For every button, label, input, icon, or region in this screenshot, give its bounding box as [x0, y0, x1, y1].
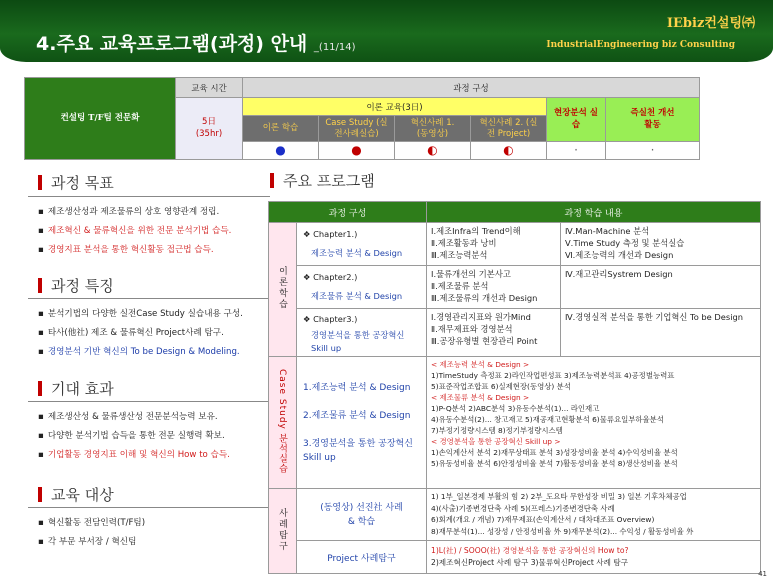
chapter-3: ❖ Chapter3.) 경영분석을 통한 공장혁신 Skill up: [297, 309, 427, 357]
program-heading: 주요 프로그램: [270, 170, 375, 191]
group-case-study: Case Study 분석실습: [269, 357, 297, 489]
feature-heading: 과정 특징: [38, 275, 114, 296]
group-explore: 사례탐구: [269, 489, 297, 574]
module-field-analysis: 현장분석 실습: [547, 98, 606, 142]
effect-list: [38, 408, 230, 465]
mark-field-analysis: ·: [547, 142, 606, 160]
list-item: ▪ 제조혁신 & 물류혁신을 위한 전문 분석기법 습득.: [38, 222, 231, 241]
module-improvement: 즉실천 개선활동: [606, 98, 700, 142]
module-theory: 이론 학습: [243, 116, 319, 142]
list-item: ▪ 타사(他社) 제조 & 물류혁신 Project사례 탐구.: [38, 324, 243, 343]
chapter-2-content-right: Ⅳ.재고관리Systrem Design: [561, 266, 761, 309]
page-number: 41: [758, 570, 767, 578]
mark-case-study: ●: [319, 142, 395, 160]
module-innovation-1: 혁신사례 1. (동영상): [395, 116, 471, 142]
explore-project: Project 사례탐구: [297, 541, 427, 574]
divider: [28, 401, 270, 402]
list-item: ▪ 경영지표 분석을 통한 혁신활동 접근법 습득.: [38, 241, 231, 260]
brand-logo: IEbiz컨설팅㈜: [666, 16, 755, 31]
col-time-header: 교육 시간: [176, 78, 243, 98]
chapter-1: ❖ Chapter1.) 제조능력 분석 & Design: [297, 223, 427, 266]
col-structure-header: 과정 구성: [243, 78, 700, 98]
chapter-2-content-left: Ⅰ.물류개선의 기본사고 Ⅱ.제조물류 분석 Ⅲ.제조물류의 개선과 Design: [427, 266, 561, 309]
group-theory: 이론학습: [269, 223, 297, 357]
mark-innovation-2: ◐: [471, 142, 547, 160]
target-heading: 교육 대상: [38, 484, 114, 505]
mark-innovation-1: ◐: [395, 142, 471, 160]
chapter-3-content-right: Ⅳ.경영실적 분석을 통한 기업혁신 To be Design: [561, 309, 761, 357]
duration-cell: 5日 (35hr): [176, 98, 243, 160]
feature-list: [38, 305, 243, 362]
team-name-cell: 컨설팅 T/F팀 전문화: [25, 78, 176, 160]
case-study-items: 1.제조능력 분석 & Design 2.제조물류 분석 & Design 3.경영분석을 통한 공장혁신 Skill up: [297, 357, 427, 489]
divider: [28, 507, 270, 508]
chapter-1-content-left: Ⅰ.제조Infra의 Trend이해 Ⅱ.제조활동과 낭비 Ⅲ.제조능력분석: [427, 223, 561, 266]
brand-tagline: IndustrialEngineering biz Consulting: [546, 40, 735, 50]
explore-video-content: 1) 1부_일본경제 부활의 힘 2) 2부_도요타 무한성장 비밀 3) 일본 기후차체공업 4)(사출)기종변경단축 사례 5)(프레스)기종변경단축 사례 6)회계(개요 / 개념) 7)재무제표(손익계산서 / 대차대조표 Overview) 8)재무분석(1)... 성장성 / 안정성비율 外 9)재무분석(2)... 수익성 / 활동성비율 外: [427, 489, 761, 541]
list-item: ▪ 제조생산성 & 물류생산성 전문분석능력 보유.: [38, 408, 230, 427]
theory-label: 이론 교육(3日): [243, 98, 547, 116]
goal-heading: 과정 목표: [38, 172, 114, 193]
divider: [28, 298, 270, 299]
mark-improvement: ·: [606, 142, 700, 160]
mark-theory: ●: [243, 142, 319, 160]
page-subtitle: _(11/14): [313, 42, 356, 53]
list-item: ▪ 혁신활동 전담인력(T/F팀): [38, 514, 145, 533]
effect-heading: 기대 효과: [38, 378, 114, 399]
divider: [28, 196, 270, 197]
list-item: ▪ 분석기법의 다양한 실전Case Study 실습내용 구성.: [38, 305, 243, 324]
overview-table: [24, 77, 700, 160]
header-banner: [0, 0, 773, 62]
explore-project-content: 1)L(社) / SOOO(社) 경영분석을 통한 공장혁신의 How to? 2)제조혁신Project 사례 탐구 3)물류혁신Project 사례 탐구: [427, 541, 761, 574]
explore-video: (동영상) 선진社 사례 & 학습: [297, 489, 427, 541]
page-title: 4.주요 교육프로그램(과정) 안내 _(11/14): [36, 33, 356, 55]
list-item: ▪ 경영분석 기반 혁신의 To be Design & Modeling.: [38, 343, 243, 362]
goal-list: [38, 203, 231, 260]
chapter-2: ❖ Chapter2.) 제조물류 분석 & Design: [297, 266, 427, 309]
program-table: [268, 201, 761, 574]
chapter-1-content-right: Ⅳ.Man-Machine 분석 Ⅴ.Time Study 측정 및 분석실습 Ⅵ.제조능력의 개선과 Design: [561, 223, 761, 266]
col-content-header: 과정 학습 내용: [427, 202, 761, 223]
target-list: [38, 514, 145, 552]
list-item: ▪ 각 부문 부서장 / 혁신팀: [38, 533, 145, 552]
chapter-3-content-left: Ⅰ.경영관리지표와 원가Mind Ⅱ.재무제표와 경영분석 Ⅲ.공장유형별 현장관리 Point: [427, 309, 561, 357]
case-study-content: < 제조능력 분석 & Design > 1)TimeStudy 측정표 2)라인작업편성표 3)제조능력분석표 4)공정별능력표 5)표준작업조합표 6)실제현장(동영상) 분석 < 제조물류 분석 & Design > 1)P-Q분석 2)ABC분석 3)유동수분석(1)... 라인재고 4)유동수분석(2)... 창고재고 5)재공재고현황분석 6)물류요일부하율분석 7)부정기정량시스템 8)정기부정량시스템 < 경영분석을 통한 공장혁신 Skill up > 1)손익계산서 분석 2)재무상태표 분석 3)성장성비율 분석 4)수익성비율 분석 5)유동성비율 분석 6)안정성비율 분석 7)활동성비율 분석 8)생산성비율 분석: [427, 357, 761, 489]
list-item: ▪ 기업활동 경영지표 이해 및 혁신의 How to 습득.: [38, 446, 230, 465]
list-item: ▪ 다양한 분석기법 습득을 통한 전문 실행력 확보.: [38, 427, 230, 446]
col-structure-header: 과정 구성: [269, 202, 427, 223]
module-innovation-2: 혁신사례 2. (실전 Project): [471, 116, 547, 142]
module-case-study: Case Study (실전사례실습): [319, 116, 395, 142]
list-item: ▪ 제조생산성과 제조물류의 상호 영향관계 정립.: [38, 203, 231, 222]
